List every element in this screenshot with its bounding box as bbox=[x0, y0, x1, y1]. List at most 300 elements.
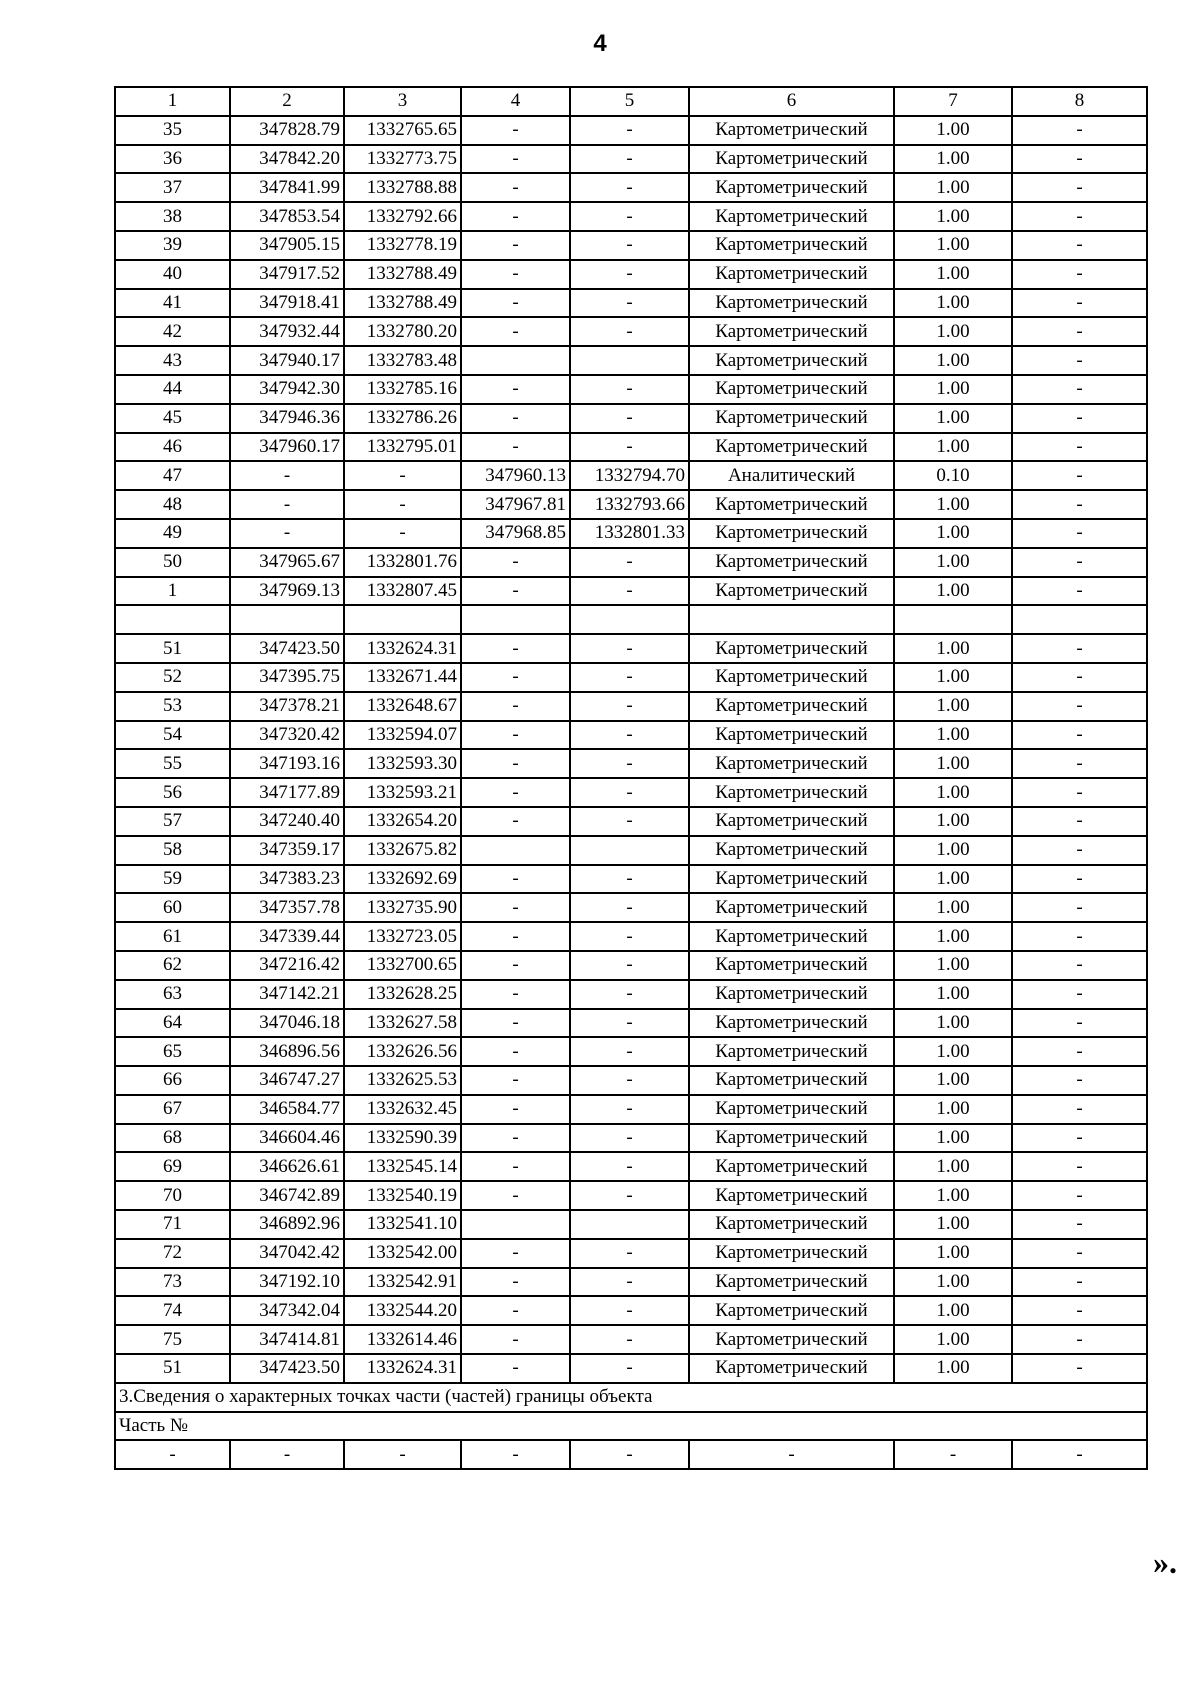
table-cell-col-6: Картометрический bbox=[689, 490, 894, 519]
table-cell-col-1: 38 bbox=[115, 202, 230, 231]
table-cell-col-4: 347960.13 bbox=[461, 461, 570, 490]
table-row bbox=[115, 893, 1147, 922]
part-cell-col-1: - bbox=[115, 1440, 230, 1469]
table-cell-col-5: - bbox=[570, 375, 689, 404]
table-cell-col-6: Картометрический bbox=[689, 1325, 894, 1354]
column-header-7: 7 bbox=[894, 87, 1012, 116]
table-cell-col-7: 1.00 bbox=[894, 116, 1012, 145]
table-cell-col-5: - bbox=[570, 1268, 689, 1297]
table-cell-col-8: - bbox=[1012, 749, 1147, 778]
table-cell-col-4: - bbox=[461, 173, 570, 202]
table-cell-col-4: - bbox=[461, 317, 570, 346]
table-cell-col-4 bbox=[461, 1210, 570, 1239]
table-cell-col-4: - bbox=[461, 1325, 570, 1354]
table-row bbox=[115, 865, 1147, 894]
table-cell-col-7: 1.00 bbox=[894, 721, 1012, 750]
table-cell-col-1: 71 bbox=[115, 1210, 230, 1239]
table-cell-col-2: 347359.17 bbox=[230, 836, 344, 865]
table-cell-col-7: 1.00 bbox=[894, 807, 1012, 836]
table-cell-col-5: - bbox=[570, 663, 689, 692]
table-cell-col-8: - bbox=[1012, 1325, 1147, 1354]
table-row bbox=[115, 1037, 1147, 1066]
table-cell-col-7: 1.00 bbox=[894, 692, 1012, 721]
table-cell-col-6: Картометрический bbox=[689, 865, 894, 894]
table-cell-col-6: Картометрический bbox=[689, 404, 894, 433]
table-cell-col-1: 65 bbox=[115, 1037, 230, 1066]
table-cell-col-1: 61 bbox=[115, 922, 230, 951]
table-cell-col-8: - bbox=[1012, 1152, 1147, 1181]
table-cell-col-7: 1.00 bbox=[894, 1325, 1012, 1354]
table-cell-col-3: 1332773.75 bbox=[344, 145, 461, 174]
table-cell-col-1: 37 bbox=[115, 173, 230, 202]
table-cell-col-2: 347969.13 bbox=[230, 577, 344, 606]
table-row bbox=[115, 663, 1147, 692]
part-cell-col-4: - bbox=[461, 1440, 570, 1469]
column-header-8: 8 bbox=[1012, 87, 1147, 116]
table-cell-col-4: - bbox=[461, 922, 570, 951]
table-cell-col-5 bbox=[570, 836, 689, 865]
table-row bbox=[115, 1325, 1147, 1354]
table-cell-col-6: Картометрический bbox=[689, 519, 894, 548]
table-cell-col-5: - bbox=[570, 1296, 689, 1325]
table-row bbox=[115, 634, 1147, 663]
table-cell-col-7: 1.00 bbox=[894, 404, 1012, 433]
table-row bbox=[115, 721, 1147, 750]
table-cell-col-2: 347917.52 bbox=[230, 260, 344, 289]
table-cell-col-6: Картометрический bbox=[689, 1152, 894, 1181]
table-cell-col-2: 347216.42 bbox=[230, 951, 344, 980]
table-cell-col-6: Картометрический bbox=[689, 1210, 894, 1239]
table-cell-col-8: - bbox=[1012, 577, 1147, 606]
table-row bbox=[115, 1009, 1147, 1038]
table-cell-col-7: 1.00 bbox=[894, 375, 1012, 404]
table-cell-col-4 bbox=[461, 836, 570, 865]
table-cell-col-5: - bbox=[570, 433, 689, 462]
table-cell-col-4: - bbox=[461, 951, 570, 980]
table-cell-col-4: - bbox=[461, 1124, 570, 1153]
table-cell-col-6: Картометрический bbox=[689, 1009, 894, 1038]
table-cell-col-8: - bbox=[1012, 375, 1147, 404]
table-cell-col-4: - bbox=[461, 893, 570, 922]
table-cell-col-1: 46 bbox=[115, 433, 230, 462]
header-row bbox=[115, 87, 1147, 116]
table-cell-col-4: - bbox=[461, 202, 570, 231]
table-cell-col-1: 67 bbox=[115, 1095, 230, 1124]
table-cell-col-1: 51 bbox=[115, 634, 230, 663]
table-cell-col-4: - bbox=[461, 1354, 570, 1383]
table-cell-col-1 bbox=[115, 605, 230, 634]
table-cell-col-7: 1.00 bbox=[894, 1152, 1012, 1181]
table-cell-col-8: - bbox=[1012, 260, 1147, 289]
table-cell-col-3: 1332626.56 bbox=[344, 1037, 461, 1066]
table-row bbox=[115, 1296, 1147, 1325]
table-row bbox=[115, 1066, 1147, 1095]
table-cell-col-6: Картометрический bbox=[689, 1066, 894, 1095]
table-cell-col-4: - bbox=[461, 260, 570, 289]
table-cell-col-7: 1.00 bbox=[894, 1268, 1012, 1297]
table-cell-col-8: - bbox=[1012, 663, 1147, 692]
table-cell-col-8: - bbox=[1012, 1210, 1147, 1239]
table-cell-col-7: 1.00 bbox=[894, 980, 1012, 1009]
table-row bbox=[115, 145, 1147, 174]
column-header-1: 1 bbox=[115, 87, 230, 116]
table-cell-col-6: Картометрический bbox=[689, 1095, 894, 1124]
table-cell-col-8: - bbox=[1012, 231, 1147, 260]
table-cell-col-3: 1332593.30 bbox=[344, 749, 461, 778]
table-cell-col-5: - bbox=[570, 893, 689, 922]
table-row bbox=[115, 1354, 1147, 1383]
table-cell-col-2: 346584.77 bbox=[230, 1095, 344, 1124]
table-row bbox=[115, 490, 1147, 519]
table-row bbox=[115, 519, 1147, 548]
table-cell-col-2: 347965.67 bbox=[230, 548, 344, 577]
table-cell-col-3: - bbox=[344, 490, 461, 519]
table-cell-col-3: - bbox=[344, 461, 461, 490]
table-cell-col-5 bbox=[570, 1210, 689, 1239]
table-cell-col-6: Картометрический bbox=[689, 317, 894, 346]
table-cell-col-8: - bbox=[1012, 634, 1147, 663]
table-cell-col-5 bbox=[570, 605, 689, 634]
table-cell-col-5: - bbox=[570, 145, 689, 174]
table-cell-col-6: Картометрический bbox=[689, 663, 894, 692]
table-cell-col-3: 1332735.90 bbox=[344, 893, 461, 922]
table-cell-col-2: 346892.96 bbox=[230, 1210, 344, 1239]
part-cell-col-7: - bbox=[894, 1440, 1012, 1469]
table-cell-col-8: - bbox=[1012, 1037, 1147, 1066]
table-cell-col-3: 1332624.31 bbox=[344, 634, 461, 663]
section-title-row bbox=[115, 1383, 1147, 1412]
table-cell-col-8: - bbox=[1012, 951, 1147, 980]
table-cell-col-7: 1.00 bbox=[894, 865, 1012, 894]
column-header-3: 3 bbox=[344, 87, 461, 116]
table-cell-col-1: 58 bbox=[115, 836, 230, 865]
table-cell-col-3: 1332795.01 bbox=[344, 433, 461, 462]
table-cell-col-1: 72 bbox=[115, 1239, 230, 1268]
table-cell-col-6: Картометрический bbox=[689, 346, 894, 375]
table-cell-col-2: 347357.78 bbox=[230, 893, 344, 922]
table-cell-col-8: - bbox=[1012, 1268, 1147, 1297]
table-cell-col-1: 59 bbox=[115, 865, 230, 894]
table-cell-col-2: 347193.16 bbox=[230, 749, 344, 778]
table-cell-col-5: - bbox=[570, 980, 689, 1009]
table-cell-col-2: 347342.04 bbox=[230, 1296, 344, 1325]
table-cell-col-3: 1332786.26 bbox=[344, 404, 461, 433]
table-cell-col-8: - bbox=[1012, 893, 1147, 922]
table-cell-col-2: 347828.79 bbox=[230, 116, 344, 145]
part-label-row bbox=[115, 1412, 1147, 1441]
boundary-points-table bbox=[114, 86, 1148, 1470]
table-row bbox=[115, 260, 1147, 289]
table-row bbox=[115, 1095, 1147, 1124]
table-cell-col-5: - bbox=[570, 865, 689, 894]
table-cell-col-5: - bbox=[570, 778, 689, 807]
table-cell-col-2: 347918.41 bbox=[230, 289, 344, 318]
table-cell-col-6: Картометрический bbox=[689, 1354, 894, 1383]
table-cell-col-1: 36 bbox=[115, 145, 230, 174]
part-number-label: Часть № bbox=[115, 1412, 1147, 1441]
closing-quote-mark: ». bbox=[1153, 1544, 1177, 1580]
table-cell-col-1: 40 bbox=[115, 260, 230, 289]
table-cell-col-4: - bbox=[461, 433, 570, 462]
table-row bbox=[115, 807, 1147, 836]
part-cell-col-6: - bbox=[689, 1440, 894, 1469]
table-cell-col-6 bbox=[689, 605, 894, 634]
table-cell-col-2: - bbox=[230, 461, 344, 490]
table-cell-col-4: - bbox=[461, 634, 570, 663]
page-number: 4 bbox=[593, 30, 607, 57]
table-cell-col-4 bbox=[461, 605, 570, 634]
table-cell-col-8 bbox=[1012, 605, 1147, 634]
table-cell-col-1: 60 bbox=[115, 893, 230, 922]
table-row bbox=[115, 173, 1147, 202]
section-3-title: 3.Сведения о характерных точках части (частей) границы объекта bbox=[115, 1383, 1147, 1412]
table-cell-col-4: - bbox=[461, 1037, 570, 1066]
table-row bbox=[115, 951, 1147, 980]
table-cell-col-3: 1332625.53 bbox=[344, 1066, 461, 1095]
table-cell-col-6: Картометрический bbox=[689, 922, 894, 951]
table-cell-col-6: Картометрический bbox=[689, 548, 894, 577]
table-cell-col-8: - bbox=[1012, 548, 1147, 577]
table-cell-col-5: - bbox=[570, 404, 689, 433]
table-cell-col-4: - bbox=[461, 289, 570, 318]
table-cell-col-8: - bbox=[1012, 1354, 1147, 1383]
table-cell-col-5: - bbox=[570, 173, 689, 202]
table-cell-col-1: 74 bbox=[115, 1296, 230, 1325]
table-cell-col-7: 1.00 bbox=[894, 346, 1012, 375]
table-cell-col-6: Картометрический bbox=[689, 1268, 894, 1297]
table-cell-col-2: 347853.54 bbox=[230, 202, 344, 231]
table-cell-col-3: 1332783.48 bbox=[344, 346, 461, 375]
table-cell-col-5: 1332794.70 bbox=[570, 461, 689, 490]
table-cell-col-8: - bbox=[1012, 317, 1147, 346]
table-cell-col-4: - bbox=[461, 1268, 570, 1297]
table-cell-col-8: - bbox=[1012, 836, 1147, 865]
table-cell-col-3: 1332765.65 bbox=[344, 116, 461, 145]
table-cell-col-6: Картометрический bbox=[689, 433, 894, 462]
table-cell-col-8: - bbox=[1012, 1009, 1147, 1038]
table-cell-col-1: 47 bbox=[115, 461, 230, 490]
table-cell-col-3: 1332544.20 bbox=[344, 1296, 461, 1325]
table-cell-col-4: - bbox=[461, 1095, 570, 1124]
table-cell-col-1: 50 bbox=[115, 548, 230, 577]
table-row bbox=[115, 692, 1147, 721]
table-cell-col-7: 1.00 bbox=[894, 145, 1012, 174]
table-cell-col-8: - bbox=[1012, 404, 1147, 433]
table-cell-col-1: 48 bbox=[115, 490, 230, 519]
table-row bbox=[115, 461, 1147, 490]
table-cell-col-5 bbox=[570, 346, 689, 375]
table-cell-col-6: Картометрический bbox=[689, 1037, 894, 1066]
table-cell-col-7: 1.00 bbox=[894, 634, 1012, 663]
table-row bbox=[115, 317, 1147, 346]
table-cell-col-3: 1332648.67 bbox=[344, 692, 461, 721]
table-row bbox=[115, 375, 1147, 404]
table-cell-col-6: Картометрический bbox=[689, 721, 894, 750]
table-cell-col-8: - bbox=[1012, 865, 1147, 894]
table-cell-col-4: - bbox=[461, 778, 570, 807]
table-cell-col-1: 45 bbox=[115, 404, 230, 433]
table-cell-col-3: 1332723.05 bbox=[344, 922, 461, 951]
table-row bbox=[115, 1268, 1147, 1297]
table-cell-col-4: - bbox=[461, 980, 570, 1009]
table-cell-col-5: - bbox=[570, 231, 689, 260]
table-cell-col-7: 1.00 bbox=[894, 836, 1012, 865]
table-cell-col-2: 347320.42 bbox=[230, 721, 344, 750]
table-cell-col-6: Картометрический bbox=[689, 980, 894, 1009]
table-cell-col-6: Картометрический bbox=[689, 202, 894, 231]
table-cell-col-6: Картометрический bbox=[689, 116, 894, 145]
table-cell-col-3: 1332590.39 bbox=[344, 1124, 461, 1153]
table-cell-col-4: - bbox=[461, 692, 570, 721]
part-cell-col-2: - bbox=[230, 1440, 344, 1469]
table-cell-col-3: 1332778.19 bbox=[344, 231, 461, 260]
table-row bbox=[115, 1210, 1147, 1239]
table-cell-col-3: 1332594.07 bbox=[344, 721, 461, 750]
table-row bbox=[115, 433, 1147, 462]
table-cell-col-7: 1.00 bbox=[894, 317, 1012, 346]
table-cell-col-6: Картометрический bbox=[689, 145, 894, 174]
table-cell-col-2: 347940.17 bbox=[230, 346, 344, 375]
table-cell-col-2: 347177.89 bbox=[230, 778, 344, 807]
table-cell-col-1: 49 bbox=[115, 519, 230, 548]
table-cell-col-2: 346626.61 bbox=[230, 1152, 344, 1181]
table-cell-col-4: - bbox=[461, 807, 570, 836]
table-cell-col-8: - bbox=[1012, 433, 1147, 462]
part-cell-col-8: - bbox=[1012, 1440, 1147, 1469]
table-cell-col-7: 1.00 bbox=[894, 1210, 1012, 1239]
table-cell-col-3: 1332542.91 bbox=[344, 1268, 461, 1297]
table-cell-col-2: 347842.20 bbox=[230, 145, 344, 174]
table-cell-col-5: - bbox=[570, 1152, 689, 1181]
table-cell-col-1: 53 bbox=[115, 692, 230, 721]
table-cell-col-7: 1.00 bbox=[894, 548, 1012, 577]
table-cell-col-7: 1.00 bbox=[894, 893, 1012, 922]
table-cell-col-7: 1.00 bbox=[894, 289, 1012, 318]
table-cell-col-3: 1332675.82 bbox=[344, 836, 461, 865]
table-cell-col-1: 41 bbox=[115, 289, 230, 318]
table-cell-col-8: - bbox=[1012, 289, 1147, 318]
table-cell-col-8: - bbox=[1012, 980, 1147, 1009]
table-cell-col-2: 347423.50 bbox=[230, 634, 344, 663]
table-cell-col-5: - bbox=[570, 1095, 689, 1124]
table-cell-col-6: Картометрический bbox=[689, 1181, 894, 1210]
table-cell-col-1: 66 bbox=[115, 1066, 230, 1095]
table-cell-col-3: 1332785.16 bbox=[344, 375, 461, 404]
table-cell-col-5: - bbox=[570, 634, 689, 663]
table-row bbox=[115, 778, 1147, 807]
table-cell-col-5: - bbox=[570, 922, 689, 951]
table-cell-col-4: - bbox=[461, 1066, 570, 1095]
table-cell-col-2: 347905.15 bbox=[230, 231, 344, 260]
table-cell-col-4: - bbox=[461, 1152, 570, 1181]
table-cell-col-1: 43 bbox=[115, 346, 230, 375]
table-cell-col-6: Картометрический bbox=[689, 692, 894, 721]
table-cell-col-7: 1.00 bbox=[894, 922, 1012, 951]
table-row bbox=[115, 1239, 1147, 1268]
table-cell-col-3: 1332788.88 bbox=[344, 173, 461, 202]
table-cell-col-4: - bbox=[461, 1181, 570, 1210]
table-cell-col-5: - bbox=[570, 289, 689, 318]
table-row bbox=[115, 922, 1147, 951]
table-cell-col-3: 1332780.20 bbox=[344, 317, 461, 346]
table-cell-col-2 bbox=[230, 605, 344, 634]
table-cell-col-8: - bbox=[1012, 807, 1147, 836]
table-cell-col-8: - bbox=[1012, 346, 1147, 375]
table-cell-col-7: 1.00 bbox=[894, 1239, 1012, 1268]
table-cell-col-4: - bbox=[461, 548, 570, 577]
table-cell-col-5: - bbox=[570, 260, 689, 289]
table-cell-col-2: 347946.36 bbox=[230, 404, 344, 433]
table-row bbox=[115, 605, 1147, 634]
table-cell-col-6: Картометрический bbox=[689, 778, 894, 807]
table-cell-col-5: - bbox=[570, 1239, 689, 1268]
table-cell-col-6: Аналитический bbox=[689, 461, 894, 490]
table-cell-col-2: 346604.46 bbox=[230, 1124, 344, 1153]
table-cell-col-1: 39 bbox=[115, 231, 230, 260]
table-cell-col-4: - bbox=[461, 749, 570, 778]
table-cell-col-1: 35 bbox=[115, 116, 230, 145]
table-cell-col-4: - bbox=[461, 1239, 570, 1268]
table-cell-col-2: - bbox=[230, 490, 344, 519]
table-cell-col-5: - bbox=[570, 692, 689, 721]
table-cell-col-2: 346896.56 bbox=[230, 1037, 344, 1066]
table-cell-col-6: Картометрический bbox=[689, 749, 894, 778]
table-row bbox=[115, 980, 1147, 1009]
column-header-4: 4 bbox=[461, 87, 570, 116]
table-cell-col-5: - bbox=[570, 202, 689, 231]
table-cell-col-3: 1332628.25 bbox=[344, 980, 461, 1009]
table-cell-col-2: 347378.21 bbox=[230, 692, 344, 721]
table-cell-col-5: - bbox=[570, 1354, 689, 1383]
table-row bbox=[115, 346, 1147, 375]
table-cell-col-7: 1.00 bbox=[894, 1296, 1012, 1325]
table-cell-col-1: 57 bbox=[115, 807, 230, 836]
table-cell-col-3: 1332807.45 bbox=[344, 577, 461, 606]
table-cell-col-3: 1332788.49 bbox=[344, 260, 461, 289]
table-cell-col-8: - bbox=[1012, 202, 1147, 231]
table-cell-col-6: Картометрический bbox=[689, 375, 894, 404]
table-cell-col-8: - bbox=[1012, 519, 1147, 548]
table-row bbox=[115, 577, 1147, 606]
table-cell-col-2: 347942.30 bbox=[230, 375, 344, 404]
table-cell-col-7: 1.00 bbox=[894, 1181, 1012, 1210]
table-cell-col-7: 1.00 bbox=[894, 577, 1012, 606]
table-cell-col-7: 1.00 bbox=[894, 231, 1012, 260]
table-cell-col-1: 75 bbox=[115, 1325, 230, 1354]
table-cell-col-8: - bbox=[1012, 1181, 1147, 1210]
table-cell-col-4: - bbox=[461, 231, 570, 260]
table-cell-col-6: Картометрический bbox=[689, 807, 894, 836]
table-cell-col-1: 51 bbox=[115, 1354, 230, 1383]
table-cell-col-5: - bbox=[570, 1009, 689, 1038]
table-cell-col-1: 1 bbox=[115, 577, 230, 606]
table-cell-col-2: 347240.40 bbox=[230, 807, 344, 836]
table-cell-col-2: 347192.10 bbox=[230, 1268, 344, 1297]
table-cell-col-2: 347339.44 bbox=[230, 922, 344, 951]
table-cell-col-5: - bbox=[570, 317, 689, 346]
table-cell-col-3: 1332593.21 bbox=[344, 778, 461, 807]
column-header-2: 2 bbox=[230, 87, 344, 116]
table-cell-col-7: 1.00 bbox=[894, 778, 1012, 807]
table-cell-col-3: 1332692.69 bbox=[344, 865, 461, 894]
part-row bbox=[115, 1440, 1147, 1469]
table-cell-col-1: 64 bbox=[115, 1009, 230, 1038]
table-cell-col-7: 1.00 bbox=[894, 260, 1012, 289]
table-cell-col-2: 347142.21 bbox=[230, 980, 344, 1009]
table-cell-col-1: 73 bbox=[115, 1268, 230, 1297]
table-cell-col-7: 1.00 bbox=[894, 663, 1012, 692]
table-cell-col-6: Картометрический bbox=[689, 1296, 894, 1325]
